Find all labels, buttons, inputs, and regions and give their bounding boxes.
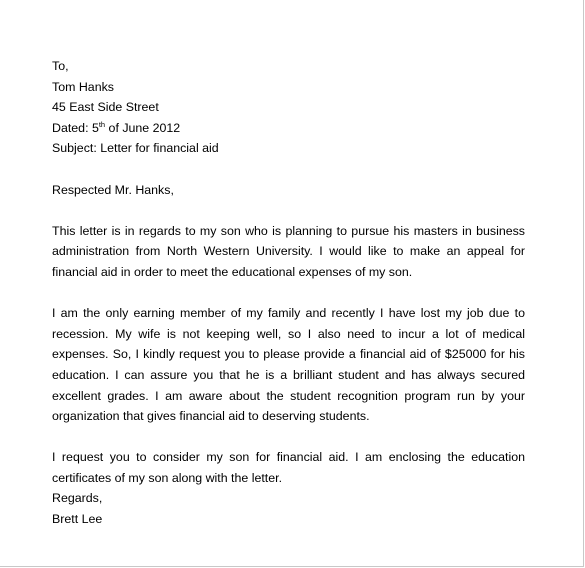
date-ordinal-suffix: th [98,119,106,129]
spacer [52,427,525,448]
closing-regards: Regards, [52,491,103,506]
letter-date [52,118,525,139]
paragraph-closing: I request you to consider my son for financial aid. I am enclosing the education certificates of my son along with the letter. [52,450,525,485]
salutation: Respected Mr. Hanks, [52,182,174,197]
spacer [52,283,525,304]
letter-body [52,56,525,530]
paragraph-request: I am the only earning member of my family and recently I have lost my job due to recession. My wife is not keeping well, so I also need to incur a lot of medical expenses. So, I kindly request you to please provide a financial aid of $25000 for his education. I can assure you that he is a brilliant student and has always secured excellent grades. I am aware about the student recognition program run by your organization that gives financial aid to deserving students. [52,306,525,424]
recipient-name: Tom Hanks [52,79,114,94]
spacer [52,200,525,221]
date-rest: of June 2012 [105,120,181,135]
letter-subject: Subject: Letter for financial aid [52,141,219,156]
spacer [52,159,525,180]
paragraph-intro: This letter is in regards to my son who is planning to pursue his masters in business administration from North Western University. I would like to make an appeal for financial aid in order to meet the educational expenses of my son. [52,223,525,279]
date-prefix: Dated: 5 [52,120,99,135]
recipient-address: 45 East Side Street [52,100,159,115]
signature-name: Brett Lee [52,512,103,527]
to-label: To, [52,59,69,73]
